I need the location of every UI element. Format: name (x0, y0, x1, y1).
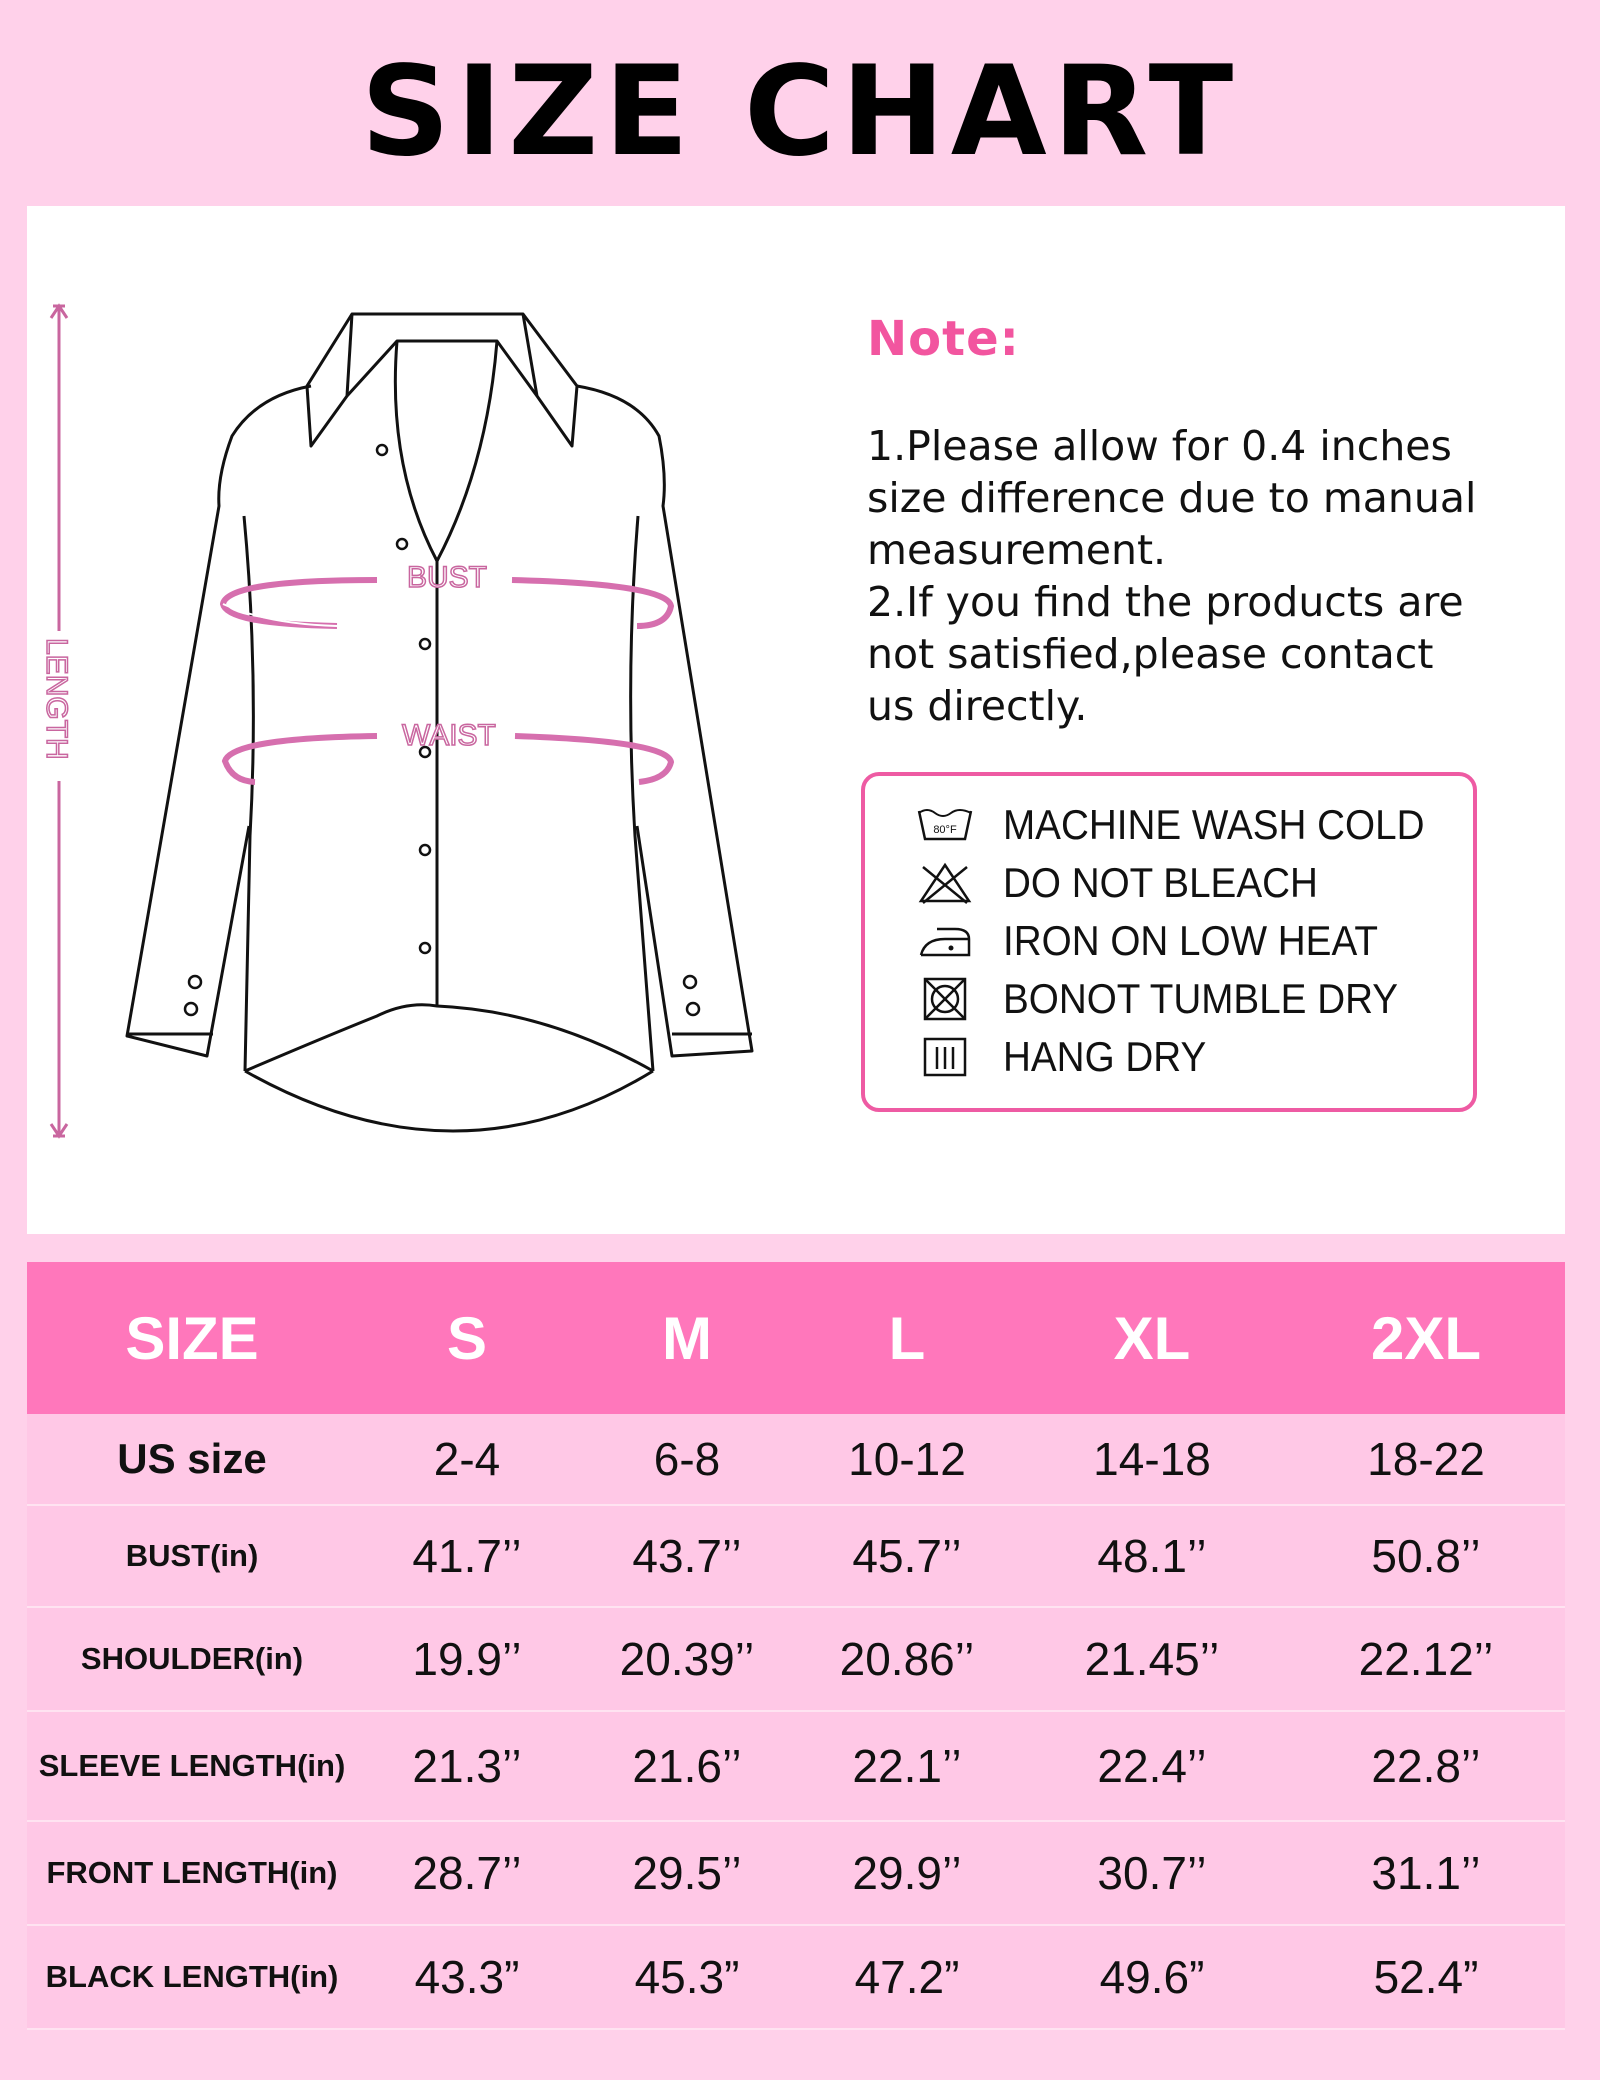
table-cell: 43.7’’ (632, 1530, 742, 1582)
header-cell: SIZE (125, 1304, 259, 1372)
table-cell: 50.8’’ (1371, 1530, 1481, 1582)
table-cell: 45.3” (634, 1951, 740, 2003)
note-line: us directly. (867, 682, 1088, 730)
table-row (27, 1926, 1565, 2030)
table-cell: 22.4’’ (1097, 1740, 1207, 1792)
table-cell: 45.7’’ (852, 1530, 962, 1582)
care-text: HANG DRY (1003, 1033, 1207, 1080)
hang-dry-icon (915, 1033, 975, 1081)
table-cell: 22.12’’ (1358, 1633, 1494, 1685)
table-row (27, 1712, 1565, 1822)
care-item (865, 854, 1477, 912)
table-row (27, 1608, 1565, 1712)
wash-icon (915, 801, 975, 849)
table-cell: 21.45’’ (1084, 1633, 1220, 1685)
iron-icon (915, 917, 975, 965)
care-text: MACHINE WASH COLD (1003, 801, 1425, 848)
table-cell: 20.39’’ (619, 1633, 755, 1685)
table-cell: 14-18 (1093, 1433, 1211, 1485)
svg-text:80°F: 80°F (933, 824, 957, 836)
table-cell: 2-4 (433, 1433, 501, 1485)
table-cell: 19.9’’ (412, 1633, 522, 1685)
size-table (27, 1262, 1565, 2030)
table-cell: 47.2” (854, 1951, 960, 2003)
table-cell: 22.1’’ (852, 1740, 962, 1792)
waist-label: WAIST (402, 719, 496, 752)
care-item (865, 970, 1477, 1028)
row-label: BLACK LENGTH(in) (45, 1959, 339, 1994)
table-cell: 29.5’’ (632, 1847, 742, 1899)
row-label: US size (117, 1435, 267, 1482)
no-bleach-icon (915, 859, 975, 907)
header-cell: S (446, 1304, 488, 1372)
table-cell: 20.86’’ (839, 1633, 975, 1685)
no-tumble-dry-icon (915, 975, 975, 1023)
table-cell: 21.6’’ (632, 1740, 742, 1792)
table-cell: 30.7’’ (1097, 1847, 1207, 1899)
note-line: size difference due to manual (867, 474, 1477, 522)
table-header (27, 1262, 1565, 1414)
header-cell: M (662, 1304, 712, 1372)
table-row (27, 1822, 1565, 1926)
shirt-diagram (27, 206, 827, 1234)
note-heading: Note: (867, 311, 1020, 367)
page-title: SIZE CHART (360, 40, 1240, 184)
care-item (865, 912, 1477, 970)
length-label: LENGTH (40, 638, 73, 760)
header-cell: 2XL (1370, 1304, 1482, 1372)
note-text (867, 420, 1507, 732)
table-cell: 52.4” (1373, 1951, 1479, 2003)
table-cell: 18-22 (1367, 1433, 1485, 1485)
diagram-panel (27, 206, 1565, 1234)
table-cell: 41.7’’ (412, 1530, 522, 1582)
row-label: SLEEVE LENGTH(in) (38, 1748, 346, 1783)
table-cell: 21.3’’ (412, 1740, 522, 1792)
table-cell: 10-12 (848, 1433, 966, 1485)
note-line: 1.Please allow for 0.4 inches (867, 422, 1452, 470)
table-cell: 22.8’’ (1371, 1740, 1481, 1792)
table-cell: 29.9’’ (852, 1847, 962, 1899)
note-line: measurement. (867, 526, 1167, 574)
table-cell: 48.1’’ (1097, 1530, 1207, 1582)
table-cell: 6-8 (653, 1433, 721, 1485)
care-text: IRON ON LOW HEAT (1003, 917, 1378, 964)
care-instructions (861, 772, 1477, 1112)
care-item (865, 796, 1477, 854)
note-line: not satisfied,please contact (867, 630, 1434, 678)
table-cell: 31.1’’ (1371, 1847, 1481, 1899)
table-cell: 43.3” (414, 1951, 520, 2003)
row-label: SHOULDER(in) (80, 1641, 304, 1676)
header-cell: L (888, 1304, 926, 1372)
care-text: BONOT TUMBLE DRY (1003, 975, 1399, 1022)
row-label: BUST(in) (125, 1538, 259, 1573)
table-cell: 49.6” (1099, 1951, 1205, 2003)
note-line: 2.If you find the products are (867, 578, 1464, 626)
care-text: DO NOT BLEACH (1003, 859, 1318, 906)
bust-label: BUST (407, 561, 488, 594)
header-cell: XL (1113, 1304, 1191, 1372)
table-row (27, 1506, 1565, 1608)
row-label: FRONT LENGTH(in) (46, 1855, 338, 1890)
care-item (865, 1028, 1477, 1086)
table-row (27, 1414, 1565, 1506)
table-cell: 28.7’’ (412, 1847, 522, 1899)
